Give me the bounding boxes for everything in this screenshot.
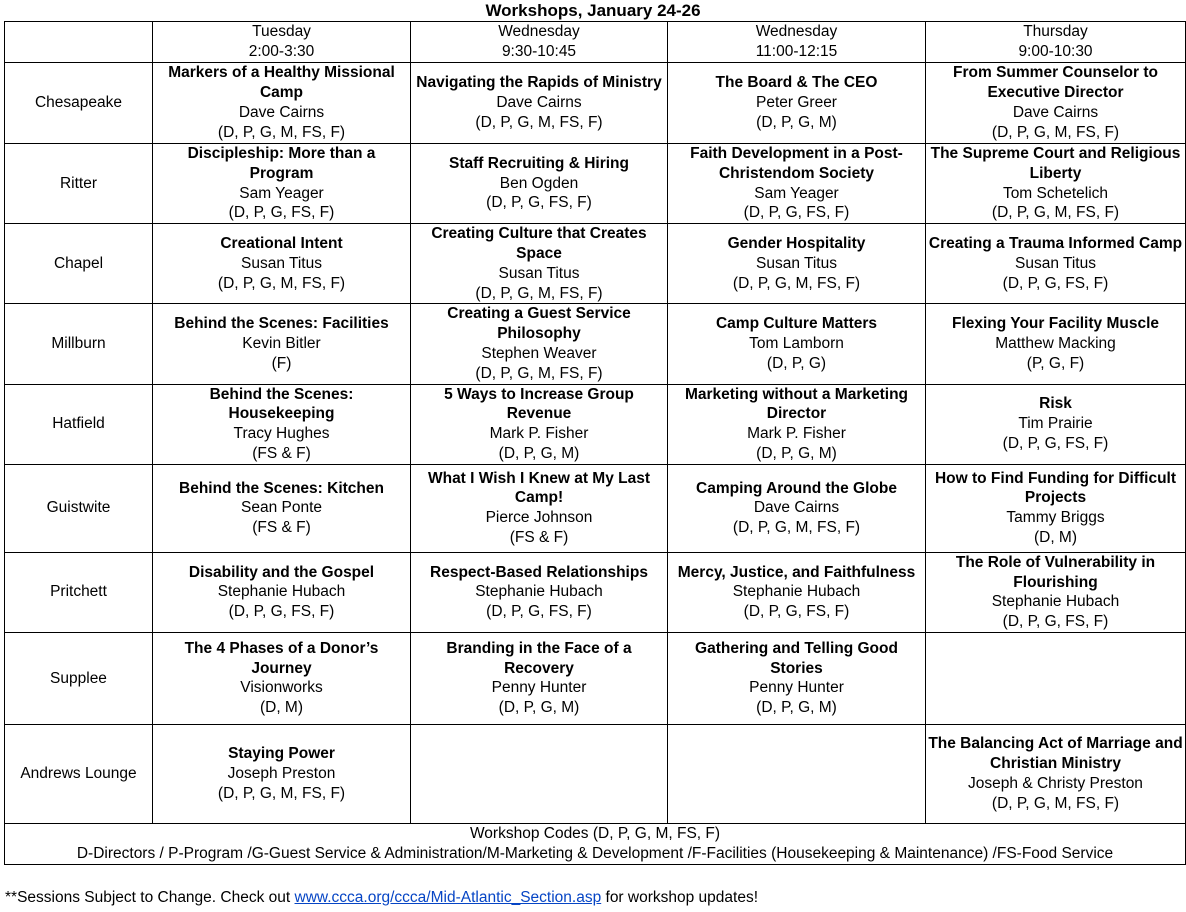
session-speaker: Matthew Macking [995, 335, 1116, 353]
session-speaker: Kevin Bitler [242, 335, 321, 353]
session-speaker: Stephanie Hubach [475, 583, 603, 601]
page-title: Workshops, January 24-26 [485, 1, 701, 20]
session-codes: (FS & F) [509, 529, 569, 547]
session-speaker: Tracy Hughes [233, 425, 330, 443]
session-codes: (P, G, F) [1026, 354, 1085, 372]
session-speaker: Tom Schetelich [1002, 184, 1109, 202]
session-speaker: Stephanie Hubach [991, 593, 1120, 611]
session-cell [668, 552, 926, 632]
session-title: Behind the Scenes: Facilities [174, 315, 389, 333]
session-title: Camp Culture Matters [715, 315, 878, 333]
workshop-codes-legend [5, 823, 1186, 864]
session-speaker: Tammy Briggs [1006, 509, 1105, 527]
session-cell [926, 144, 1186, 224]
room-name: Pritchett [5, 552, 153, 632]
legend-row [5, 823, 1186, 864]
day-header [411, 22, 668, 63]
session-title: Respect-Based Relationships [430, 563, 648, 581]
session-title: Flexing Your Facility Muscle [951, 315, 1159, 333]
session-speaker: Mark P. Fisher [747, 425, 846, 443]
session-cell [411, 552, 668, 632]
schedule-body [5, 63, 1186, 824]
session-row [5, 724, 1186, 823]
room-name: Andrews Lounge [5, 724, 153, 823]
session-row [5, 464, 1186, 552]
session-title: The 4 Phases of a Donor’s Journey [184, 639, 379, 677]
session-title: The Supreme Court and Religious Liberty [930, 145, 1181, 182]
session-speaker: Visionworks [240, 679, 323, 697]
day-name: Thursday [1023, 23, 1088, 41]
session-row [5, 304, 1186, 384]
session-cell [411, 63, 668, 144]
session-speaker: Tom Lamborn [749, 335, 844, 353]
session-codes: (D, P, G, M, FS, F) [475, 364, 603, 382]
session-title: Navigating the Rapids of Ministry [416, 74, 662, 92]
session-title: What I Wish I Knew at My Last Camp! [427, 469, 651, 507]
session-title: Creating a Trauma Informed Camp [928, 235, 1183, 253]
session-title: Camping Around the Globe [696, 479, 897, 497]
session-codes: (D, P, G, FS, F) [486, 603, 592, 621]
session-codes: (D, P, G) [766, 354, 827, 372]
session-title: Staying Power [228, 745, 335, 763]
session-codes: (D, P, G, FS, F) [1002, 435, 1109, 453]
empty-session-cell [926, 632, 1186, 724]
session-cell [926, 63, 1186, 144]
session-cell [153, 724, 411, 823]
day-name: Tuesday [252, 23, 311, 41]
section-link[interactable]: www.ccca.org/ccca/Mid-Atlantic_Section.asp [294, 889, 602, 906]
session-title: Disability and the Gospel [188, 563, 375, 581]
time-slot: 9:00-10:30 [1018, 43, 1093, 60]
session-cell [153, 552, 411, 632]
session-codes: (D, M) [1033, 529, 1078, 547]
day-name: Wednesday [755, 23, 838, 41]
session-speaker: Tim Prairie [1018, 415, 1093, 433]
time-slot: 2:00-3:30 [248, 43, 315, 60]
session-title: Risk [1039, 395, 1072, 413]
session-speaker: Stephen Weaver [481, 344, 597, 362]
room-name: Chesapeake [5, 63, 153, 144]
session-codes: (D, P, G, FS, F) [743, 204, 850, 222]
session-codes: (D, P, G, M) [498, 444, 580, 462]
session-codes: (D, P, G, M, FS, F) [991, 123, 1120, 141]
session-cell [668, 632, 926, 724]
session-cell [411, 632, 668, 724]
corner-cell [5, 22, 153, 63]
session-cell [411, 464, 668, 552]
session-codes: (D, P, G, M, FS, F) [991, 794, 1120, 812]
time-slot: 9:30-10:45 [501, 43, 577, 60]
session-cell [153, 224, 411, 304]
session-codes: (D, P, G, M, FS, F) [217, 274, 346, 292]
session-codes: (D, P, G, M, FS, F) [732, 274, 861, 292]
session-speaker: Stephanie Hubach [732, 583, 861, 601]
time-slot: 11:00-12:15 [755, 43, 838, 60]
day-name: Wednesday [498, 23, 580, 41]
empty-session-cell [668, 724, 926, 823]
session-cell [926, 464, 1186, 552]
session-speaker: Stephanie Hubach [217, 583, 346, 601]
session-codes: (D, P, G, M) [756, 444, 837, 462]
session-title: Faith Development in a Post-Christendom Society [690, 145, 903, 182]
session-cell [668, 304, 926, 384]
session-row [5, 224, 1186, 304]
day-header [668, 22, 926, 63]
footer-suffix: for workshop updates! [601, 889, 759, 906]
session-title: Branding in the Face of a Recovery [446, 639, 632, 677]
session-cell [668, 224, 926, 304]
session-row [5, 632, 1186, 724]
session-codes: (D, P, G, M) [756, 113, 837, 131]
session-row [5, 552, 1186, 632]
session-speaker: Sam Yeager [239, 184, 324, 202]
session-title: How to Find Funding for Difficult Projects [934, 469, 1177, 507]
session-cell [411, 224, 668, 304]
session-cell [411, 304, 668, 384]
room-name: Guistwite [5, 464, 153, 552]
session-codes: (FS & F) [252, 444, 311, 462]
session-codes: (D, P, G, M, FS, F) [732, 519, 861, 537]
session-title: Discipleship: More than a Program [187, 145, 376, 182]
session-cell [153, 304, 411, 384]
session-speaker: Dave Cairns [1012, 104, 1099, 121]
session-speaker: Joseph Preston [227, 765, 336, 783]
session-cell [153, 632, 411, 724]
session-codes: (D, P, G, M, FS, F) [475, 113, 603, 131]
session-title: The Balancing Act of Marriage and Christian Ministry [928, 735, 1183, 773]
session-speaker: Ben Ogden [499, 174, 579, 192]
session-title: Gender Hospitality [727, 235, 866, 253]
session-codes: (D, P, G, M) [498, 699, 580, 717]
session-cell [668, 464, 926, 552]
session-codes: (D, P, G, FS, F) [228, 204, 335, 222]
session-speaker: Mark P. Fisher [489, 425, 589, 443]
session-cell [153, 144, 411, 224]
session-speaker: Susan Titus [498, 264, 580, 282]
session-cell [668, 144, 926, 224]
session-row [5, 384, 1186, 464]
session-title: From Summer Counselor to Executive Director [953, 64, 1158, 102]
session-title: Markers of a Healthy Missional Camp [168, 64, 395, 102]
session-speaker: Joseph & Christy Preston [968, 774, 1143, 792]
session-cell [153, 384, 411, 464]
legend-detail: D-Directors / P-Program /G-Guest Service & Administration/M-Marketing & Development /F-Facilities (Housekeeping & Maintenance) /FS-Food Service [76, 844, 1114, 862]
session-cell [926, 224, 1186, 304]
session-speaker: Sean Ponte [240, 499, 322, 517]
session-cell [926, 304, 1186, 384]
session-title: Behind the Scenes: Housekeeping [209, 385, 354, 423]
session-cell [153, 464, 411, 552]
session-title: Mercy, Justice, and Faithfulness [677, 563, 916, 581]
day-header [926, 22, 1186, 63]
session-title: The Board & The CEO [715, 74, 878, 92]
session-cell [153, 63, 411, 144]
room-name: Hatfield [5, 384, 153, 464]
session-cell [926, 724, 1186, 823]
footer-note [5, 888, 758, 908]
session-title: The Role of Vulnerability in Flourishing [955, 553, 1156, 591]
session-title: Gathering and Telling Good Stories [695, 639, 898, 677]
session-title: Creating a Guest Service Philosophy [447, 305, 631, 343]
session-title: 5 Ways to Increase Group Revenue [444, 385, 634, 423]
session-row [5, 63, 1186, 144]
session-title: Creational Intent [220, 235, 343, 253]
session-cell [411, 384, 668, 464]
session-cell [411, 144, 668, 224]
session-codes: (D, P, G, M, FS, F) [991, 204, 1120, 222]
session-speaker: Penny Hunter [491, 679, 587, 697]
session-codes: (D, P, G, M, FS, F) [217, 123, 346, 141]
room-name: Chapel [5, 224, 153, 304]
session-title: Marketing without a Marketing Director [684, 385, 909, 423]
session-codes: (D, P, G, FS, F) [1002, 613, 1109, 631]
session-title: Staff Recruiting & Hiring [449, 154, 629, 172]
session-speaker: Susan Titus [1015, 254, 1096, 272]
session-speaker: Susan Titus [241, 254, 322, 272]
day-header [153, 22, 411, 63]
session-codes: (D, P, G, FS, F) [1002, 274, 1109, 292]
session-codes: (D, P, G, M) [756, 699, 837, 717]
session-codes: (D, P, G, FS, F) [228, 603, 335, 621]
session-speaker: Peter Greer [756, 94, 837, 112]
schedule-table [4, 21, 1186, 865]
room-name: Millburn [5, 304, 153, 384]
session-speaker: Susan Titus [756, 254, 837, 272]
session-title: Behind the Scenes: Kitchen [179, 479, 384, 497]
session-codes: (D, P, G, FS, F) [486, 194, 592, 212]
session-speaker: Pierce Johnson [485, 509, 593, 527]
session-codes: (D, P, G, M, FS, F) [217, 784, 346, 802]
session-codes: (D, P, G, FS, F) [743, 603, 850, 621]
session-speaker: Dave Cairns [496, 94, 582, 112]
room-name: Supplee [5, 632, 153, 724]
session-speaker: Dave Cairns [238, 104, 325, 121]
session-speaker: Dave Cairns [753, 499, 840, 517]
header-row [5, 22, 1186, 63]
legend-heading: Workshop Codes (D, P, G, M, FS, F) [469, 824, 721, 842]
session-codes: (D, M) [259, 699, 304, 717]
session-cell [668, 384, 926, 464]
session-row [5, 144, 1186, 224]
session-cell [926, 384, 1186, 464]
session-codes: (FS & F) [252, 519, 311, 537]
footer-prefix: **Sessions Subject to Change. Check out [5, 889, 295, 906]
session-cell [926, 552, 1186, 632]
room-name: Ritter [5, 144, 153, 224]
session-codes: (F) [271, 354, 292, 372]
session-speaker: Sam Yeager [754, 184, 839, 202]
session-title: Creating Culture that Creates Space [431, 225, 647, 262]
session-cell [668, 63, 926, 144]
empty-session-cell [411, 724, 668, 823]
session-speaker: Penny Hunter [749, 679, 844, 697]
session-codes: (D, P, G, M, FS, F) [475, 284, 603, 302]
